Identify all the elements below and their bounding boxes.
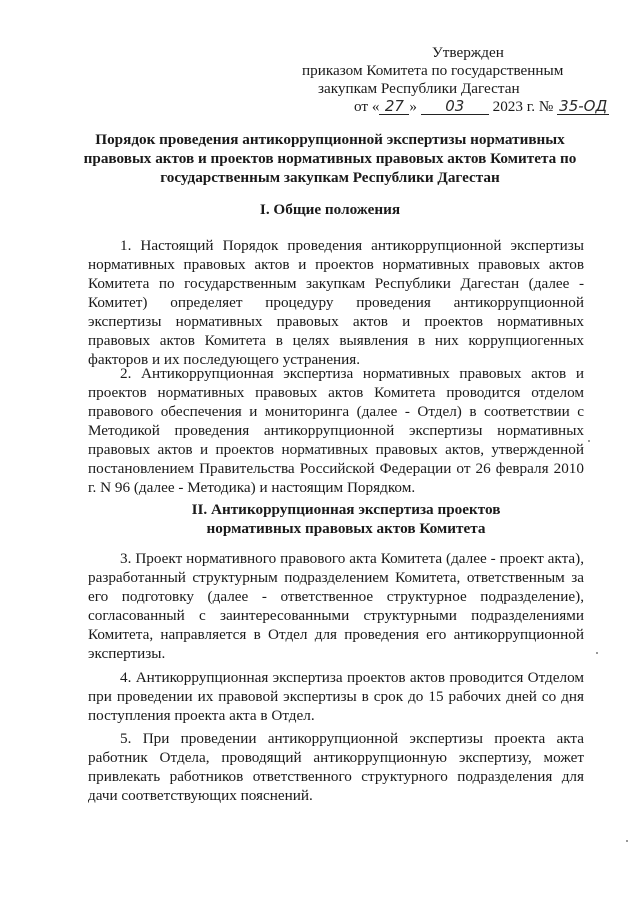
approval-stamp-block <box>270 44 610 116</box>
section-2-heading-line-1: II. Антикоррупционная экспертиза проектов <box>191 501 501 518</box>
scan-speck <box>626 840 628 842</box>
scan-speck <box>588 440 590 442</box>
approval-line-order: приказом Комитета по государственным <box>302 62 564 79</box>
order-number-handwritten: 35-ОД <box>559 97 608 115</box>
approval-date-line <box>270 98 610 116</box>
approval-line-approved: Утвержден <box>432 44 504 61</box>
date-quote-close: » <box>409 98 418 115</box>
paragraph-2: 2. Антикоррупционная экспертиза нормативных правовых актов и проектов нормативных правовых актов Комитета проводится отделом правового обеспечения и мониторинга (далее - Отдел) в соответствии с Методикой проведения антикоррупционной экспертизы нормативных правовых актов и проектов нормативных правовых актов, утвержденной постановлением Правительства Российской Федерации от 26 февраля 2010 г. N 96 (далее - Методика) и настоящим Порядком. <box>88 365 584 496</box>
date-month-field <box>421 99 489 115</box>
date-month-handwritten: 03 <box>445 97 465 115</box>
approval-line-committee: закупкам Республики Дагестан <box>318 80 520 97</box>
date-prefix: от « <box>354 98 380 115</box>
year-and-number-label: 2023 г. № <box>492 98 554 115</box>
order-number-field <box>557 99 609 115</box>
date-day-field <box>379 99 409 115</box>
date-day-handwritten: 27 <box>384 97 404 115</box>
paragraph-5: 5. При проведении антикоррупционной экспертизы проекта акта работник Отдела, проводящий антикоррупционную экспертизу, может привлекать работников ответственного структурного подразделения для дачи соответствующих пояснений. <box>88 730 584 804</box>
section-2-heading <box>96 500 596 538</box>
scan-speck <box>596 652 598 654</box>
paragraph-4: 4. Антикоррупционная экспертиза проектов актов проводится Отделом при проведении их правовой экспертизы в срок до 15 рабочих дней со дня поступления проекта акта в Отдел. <box>88 669 584 724</box>
paragraph-1: 1. Настоящий Порядок проведения антикоррупционной экспертизы нормативных правовых актов и проектов нормативных правовых актов Комитета по государственным закупкам Республики Дагестан (далее - Комитет) определяет процедуру проведения антикоррупционной экспертизы нормативных правовых актов и проектов нормативных правовых актов Комитета в целях выявления в них коррупциогенных факторов и их последующего устранения. <box>88 237 584 368</box>
section-1-heading: I. Общие положения <box>259 201 401 218</box>
document-title: Порядок проведения антикоррупционной экспертизы нормативных правовых актов и проектов нормативных правовых актов Комитета по государственным закупкам Республики Дагестан <box>83 131 577 186</box>
section-2-heading-line-2: нормативных правовых актов Комитета <box>206 520 486 537</box>
paragraph-3: 3. Проект нормативного правового акта Комитета (далее - проект акта), разработанный структурным подразделением Комитета, ответственным за его подготовку (далее - ответственное структурное подразделение), согласованный с заинтересованными структурными подразделениями Комитета, направляется в Отдел для проведения его антикоррупционной экспертизы. <box>88 550 584 662</box>
